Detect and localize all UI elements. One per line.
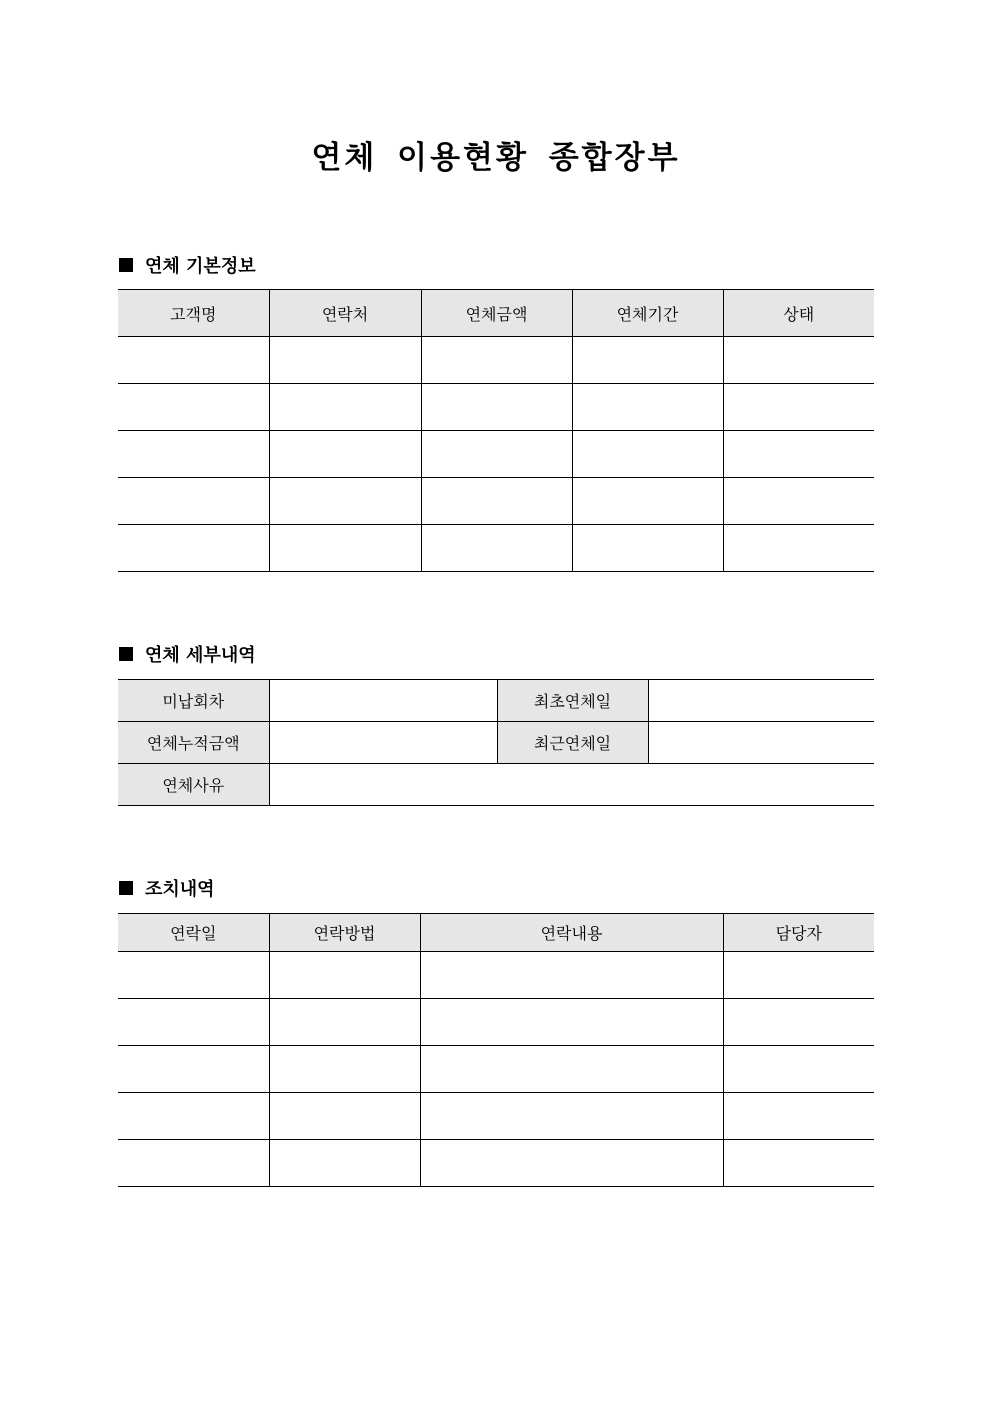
table-header-row [118,914,874,952]
table-cell[interactable] [572,384,723,431]
table-cell[interactable] [118,525,269,572]
label-overdue-reason: 연체사유 [118,764,269,806]
table-cell[interactable] [118,999,269,1046]
column-header-person-in-charge: 담당자 [723,914,874,952]
column-header-overdue-amount: 연체금액 [421,290,572,337]
column-header-contact-details: 연락내용 [420,914,723,952]
overdue-detail-table [118,679,874,806]
square-bullet-icon [119,881,133,895]
table-cell[interactable] [723,952,874,999]
table-cell[interactable] [269,1140,420,1187]
field-first-overdue-date[interactable] [648,680,874,722]
table-cell[interactable] [723,1140,874,1187]
square-bullet-icon [119,647,133,661]
table-cell[interactable] [269,952,420,999]
table-cell[interactable] [420,952,723,999]
column-header-overdue-period: 연체기간 [572,290,723,337]
document-title: 연체 이용현황 종합장부 [311,140,681,176]
table-cell[interactable] [118,478,269,525]
table-cell[interactable] [118,952,269,999]
field-latest-overdue-date[interactable] [648,722,874,764]
section-heading-basic [119,252,256,278]
section-heading-basic-label: 연체 기본정보 [145,256,256,277]
table-cell[interactable] [572,525,723,572]
table-cell[interactable] [723,478,874,525]
table-cell[interactable] [269,384,421,431]
table-cell[interactable] [269,525,421,572]
table-cell[interactable] [269,337,421,384]
table-cell[interactable] [421,384,572,431]
table-cell[interactable] [723,1046,874,1093]
table-cell[interactable] [269,478,421,525]
table-cell[interactable] [269,1046,420,1093]
column-header-customer-name: 고객명 [118,290,269,337]
label-total-overdue-amount: 연체누적금액 [118,722,269,764]
table-cell[interactable] [421,525,572,572]
table-cell[interactable] [118,1140,269,1187]
table-row [118,764,874,806]
section-heading-detail-label: 연체 세부내역 [145,645,256,666]
square-bullet-icon [119,258,133,272]
table-row [118,1140,874,1187]
table-row [118,478,874,525]
table-cell[interactable] [118,384,269,431]
table-row [118,952,874,999]
table-row [118,999,874,1046]
table-cell[interactable] [118,337,269,384]
table-cell[interactable] [723,337,874,384]
table-cell[interactable] [420,1140,723,1187]
table-cell[interactable] [421,478,572,525]
column-header-status: 상태 [723,290,874,337]
table-cell[interactable] [421,431,572,478]
table-row [118,431,874,478]
table-cell[interactable] [269,1093,420,1140]
table-row [118,1093,874,1140]
label-first-overdue-date: 최초연체일 [497,680,648,722]
table-cell[interactable] [269,999,420,1046]
table-cell[interactable] [723,1093,874,1140]
table-cell[interactable] [118,1093,269,1140]
field-total-overdue-amount[interactable] [269,722,497,764]
table-cell[interactable] [572,478,723,525]
field-unpaid-count[interactable] [269,680,497,722]
table-row [118,1046,874,1093]
table-cell[interactable] [723,999,874,1046]
table-row [118,337,874,384]
table-cell[interactable] [572,337,723,384]
table-cell[interactable] [269,431,421,478]
table-cell[interactable] [723,431,874,478]
field-overdue-reason[interactable] [269,764,874,806]
table-row [118,680,874,722]
table-cell[interactable] [118,431,269,478]
table-cell[interactable] [723,384,874,431]
column-header-contact-date: 연락일 [118,914,269,952]
table-row [118,384,874,431]
section-heading-actions-label: 조치내역 [145,879,215,900]
table-cell[interactable] [420,999,723,1046]
actions-table [118,913,874,1187]
column-header-contact-method: 연락방법 [269,914,420,952]
table-cell[interactable] [420,1046,723,1093]
table-row [118,525,874,572]
label-latest-overdue-date: 최근연체일 [497,722,648,764]
table-cell[interactable] [421,337,572,384]
table-cell[interactable] [118,1046,269,1093]
basic-info-table [118,289,874,572]
table-cell[interactable] [572,431,723,478]
table-row [118,722,874,764]
section-heading-actions [119,875,215,901]
table-cell[interactable] [723,525,874,572]
column-header-contact: 연락처 [269,290,421,337]
table-header-row [118,290,874,337]
table-cell[interactable] [420,1093,723,1140]
section-heading-detail [119,641,256,667]
label-unpaid-count: 미납회차 [118,680,269,722]
